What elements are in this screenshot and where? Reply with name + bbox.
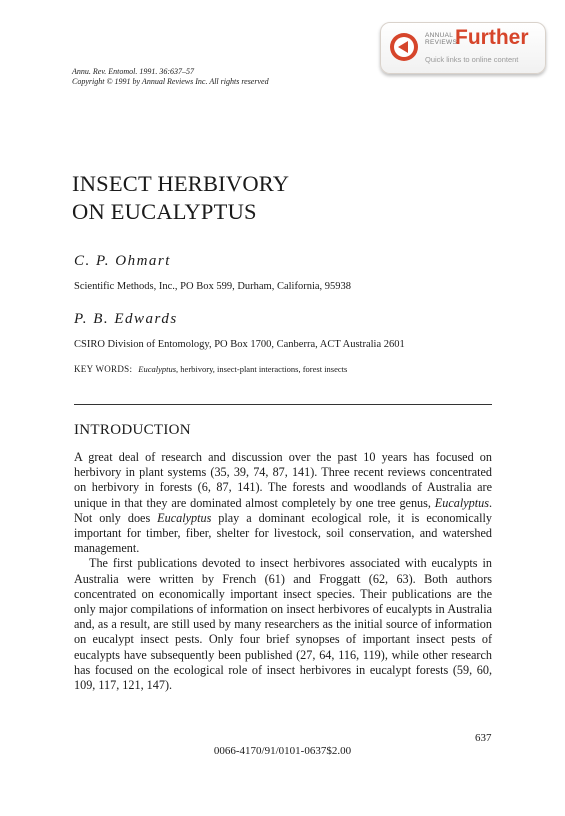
- page-number: 637: [475, 732, 492, 744]
- author-affiliation-2: CSIRO Division of Entomology, PO Box 1700, Canberra, ACT Australia 2601: [74, 339, 405, 350]
- journal-citation: [72, 67, 269, 87]
- article-title: [72, 170, 289, 226]
- keywords-rest: , herbivory, insect-plant interactions, forest insects: [176, 364, 348, 374]
- badge-subtitle: Quick links to online content: [425, 55, 519, 64]
- keywords: [74, 364, 347, 374]
- body-text: [74, 450, 492, 693]
- badge-annual-reviews-label: ANNUAL REVIEWS: [425, 32, 458, 46]
- author-name-2: P. B. Edwards: [74, 311, 178, 327]
- paragraph-2: The first publications devoted to insect herbivores associated with eucalypts in Australia were written by French (61) and Froggatt (62, 63). Both authors concentrated on economically important insect species. Their publications are the only major compilations of information on insect herbivores of eucalypts in Australia and, as a result, are still used by many researchers as the initial source of information on eucalypt insect pests. Only four brief synopses of important insect pests of eucalypts have subsequently been published (27, 64, 116, 119), while other research has focused on the ecological role of insect herbivores in eucalypt forests (59, 60, 109, 117, 121, 147).: [74, 556, 492, 693]
- further-links-badge[interactable]: [380, 22, 546, 74]
- copyright-line: Copyright © 1991 by Annual Reviews Inc. All rights reserved: [72, 77, 269, 86]
- title-line-1: INSECT HERBIVORY: [72, 171, 290, 196]
- citation-line: Annu. Rev. Entomol. 1991. 36:637–57: [72, 67, 195, 76]
- keyword-eucalyptus: Eucalyptus: [138, 364, 177, 374]
- title-line-2: ON EUCALYPTUS: [72, 199, 257, 224]
- divider-rule: [74, 404, 492, 405]
- paragraph-1: A great deal of research and discussion over the past 10 years has focused on herbivory in plant systems (35, 39, 74, 87, 141). Three recent reviews concentrated on herbivory in forests (6, 87, 141). The forests and woodlands of Australia are unique in that they are dominated almost completely by one tree genus, Eucalyptus. Not only does Eucalyptus play a dominant ecological role, it is economically important for timber, fiber, shelter for livestock, soil conservation, and watershed management.: [74, 450, 492, 556]
- genus-name: Eucalyptus: [157, 510, 212, 525]
- genus-name: Eucalyptus: [434, 495, 489, 510]
- keywords-label: KEY WORDS:: [74, 364, 133, 374]
- play-arrow-icon: [389, 32, 419, 62]
- badge-further-label: Further: [455, 26, 529, 49]
- section-heading: INTRODUCTION: [74, 422, 191, 438]
- author-affiliation-1: Scientific Methods, Inc., PO Box 599, Durham, California, 95938: [74, 281, 352, 292]
- author-name-1: C. P. Ohmart: [74, 253, 171, 269]
- footer-code: 0066-4170/91/0101-0637$2.00: [213, 745, 352, 757]
